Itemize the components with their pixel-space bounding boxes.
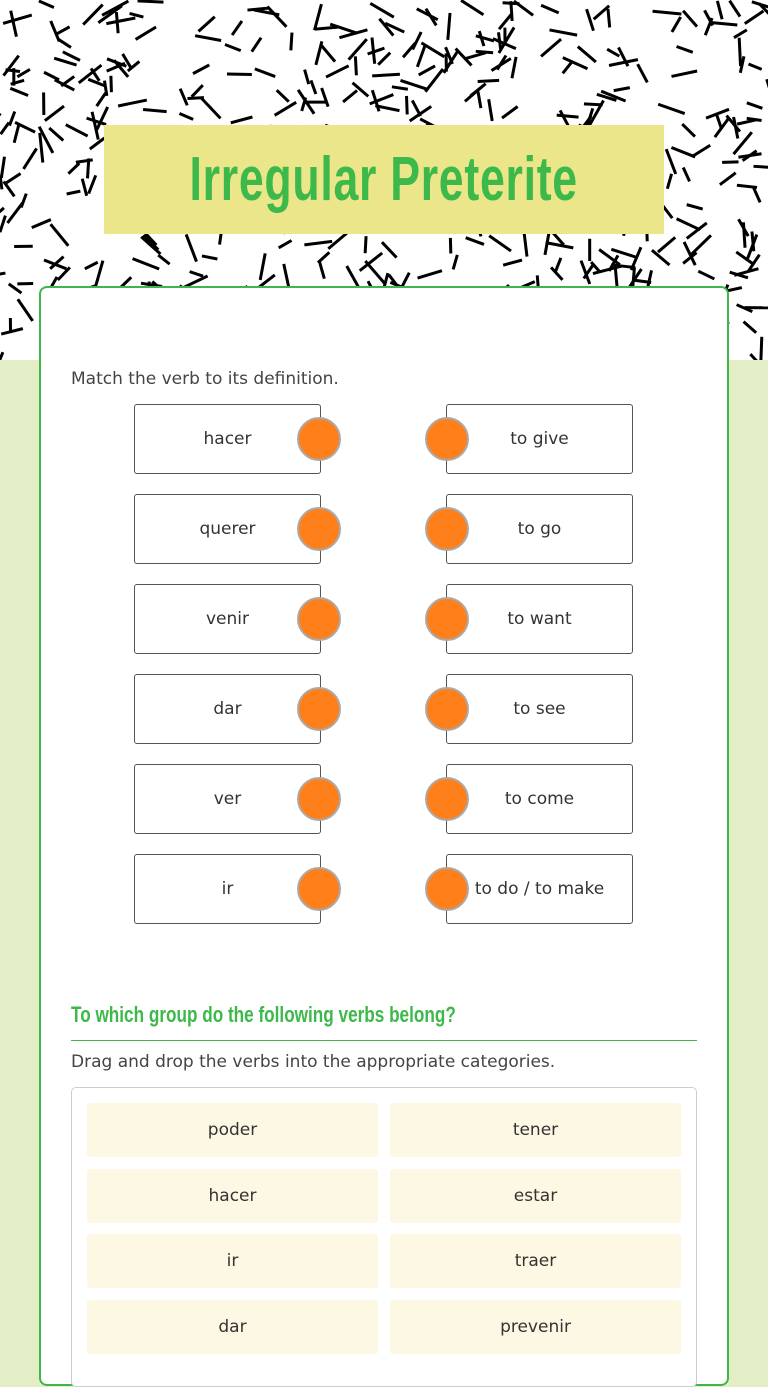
definition-box[interactable] xyxy=(446,764,633,834)
draggable-verb[interactable] xyxy=(390,1300,681,1354)
verb-chip-label: prevenir xyxy=(500,1317,571,1337)
draggable-verb[interactable] xyxy=(87,1300,378,1354)
definition-label: to see xyxy=(513,699,565,719)
verb-chip-label: estar xyxy=(514,1186,557,1206)
verb-chip-label: hacer xyxy=(209,1186,257,1206)
verb-chip-label: poder xyxy=(208,1120,257,1140)
verb-box[interactable] xyxy=(134,674,321,744)
definition-box[interactable] xyxy=(446,674,633,744)
definition-label: to go xyxy=(518,519,562,539)
draggable-verb[interactable] xyxy=(390,1169,681,1223)
grouping-instruction: Drag and drop the verbs into the appropriate categories. xyxy=(71,1052,555,1072)
divider xyxy=(71,1040,697,1041)
verb-box[interactable] xyxy=(134,854,321,924)
definition-box[interactable] xyxy=(446,404,633,474)
verb-chip-label: tener xyxy=(513,1120,558,1140)
verb-label: dar xyxy=(213,699,241,719)
definition-box[interactable] xyxy=(446,854,633,924)
definition-label: to give xyxy=(510,429,569,449)
left-connector-dot[interactable] xyxy=(297,777,341,821)
left-connector-dot[interactable] xyxy=(297,867,341,911)
drag-drop-container xyxy=(71,1087,697,1387)
verb-box[interactable] xyxy=(134,584,321,654)
left-connector-dot[interactable] xyxy=(297,597,341,641)
verb-box[interactable] xyxy=(134,764,321,834)
definition-label: to do / to make xyxy=(475,879,604,899)
verb-chip-label: ir xyxy=(227,1251,239,1271)
draggable-verb[interactable] xyxy=(87,1169,378,1223)
verb-label: ver xyxy=(214,789,242,809)
verb-label: ir xyxy=(222,879,234,899)
verb-label: querer xyxy=(199,519,255,539)
definition-box[interactable] xyxy=(446,494,633,564)
verb-chip-label: traer xyxy=(515,1251,557,1271)
draggable-verb[interactable] xyxy=(390,1103,681,1157)
verb-label: venir xyxy=(206,609,249,629)
left-connector-dot[interactable] xyxy=(297,507,341,551)
definition-label: to want xyxy=(507,609,571,629)
draggable-verb[interactable] xyxy=(87,1234,378,1288)
right-connector-dot[interactable] xyxy=(425,417,469,461)
left-connector-dot[interactable] xyxy=(297,687,341,731)
verb-chip-label: dar xyxy=(218,1317,246,1337)
section-heading-wrap xyxy=(71,1002,564,1028)
definition-label: to come xyxy=(505,789,574,809)
matching-instruction: Match the verb to its definition. xyxy=(71,369,339,389)
right-connector-dot[interactable] xyxy=(425,507,469,551)
draggable-verb[interactable] xyxy=(87,1103,378,1157)
title-banner xyxy=(104,125,664,234)
left-connector-dot[interactable] xyxy=(297,417,341,461)
right-connector-dot[interactable] xyxy=(425,687,469,731)
definition-box[interactable] xyxy=(446,584,633,654)
section-heading: To which group do the following verbs belong? xyxy=(71,1002,456,1028)
verb-box[interactable] xyxy=(134,404,321,474)
right-connector-dot[interactable] xyxy=(425,867,469,911)
right-connector-dot[interactable] xyxy=(425,597,469,641)
right-connector-dot[interactable] xyxy=(425,777,469,821)
draggable-verb[interactable] xyxy=(390,1234,681,1288)
verb-label: hacer xyxy=(204,429,252,449)
verb-box[interactable] xyxy=(134,494,321,564)
page-title: Irregular Preterite xyxy=(190,144,578,215)
